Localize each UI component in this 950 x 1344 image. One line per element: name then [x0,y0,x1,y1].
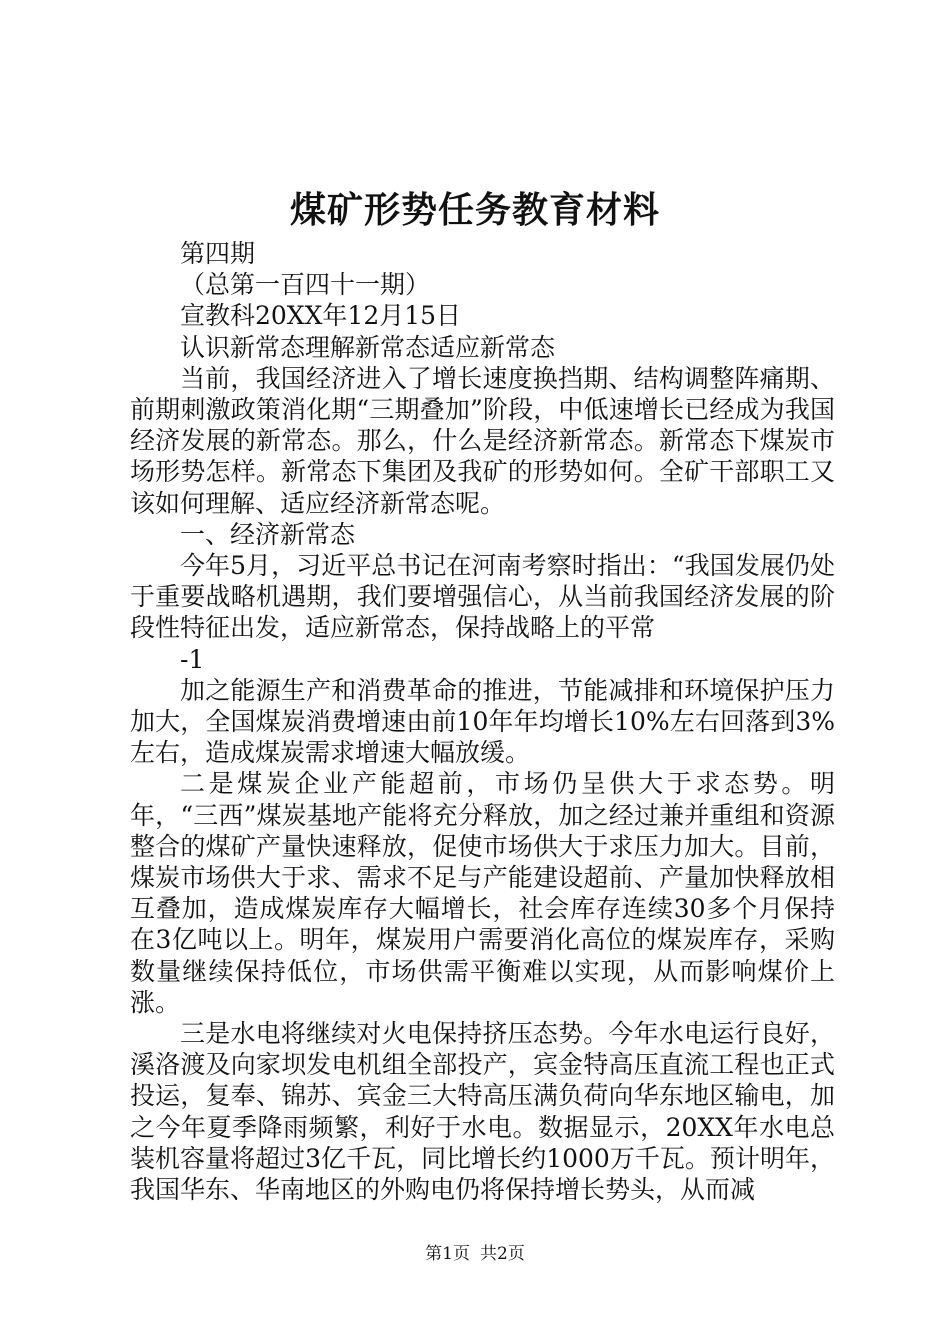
page-break-marker: -1 [180,644,205,674]
document-body [130,238,835,1205]
paragraph: 今年5月，习近平总书记在河南考察时指出：“我国发展仍处于重要战略机遇期，我们要增强信心，从当前我国经济发展的阶段性特征出发，适应新常态，保持战略上的平常 [130,551,835,643]
document-title: 煤矿形势任务教育材料 [289,189,660,231]
paragraph: 三是水电将继续对火电保持挤压态势。今年水电运行良好，溪洛渡及向家坝发电机组全部投产，宾金特高压直流工程也正式投运，复奉、锦苏、宾金三大特高压满负荷向华东地区输电，加之今年夏季降雨频繁，利好于水电。数据显示，20XX年水电总装机容量将超过3亿千瓦，同比增长约1000万千瓦。预计明年，我国华东、华南地区的外购电仍将保持增长势头，从而减 [130,1019,835,1205]
page-total: 共2页 [480,1244,525,1264]
page-footer [0,1242,950,1266]
paragraph: 当前，我国经济进入了增长速度换挡期、结构调整阵痛期、前期刺激政策消化期“三期叠加”阶段，中低速增长已经成为我国经济发展的新常态。那么，什么是经济新常态。新常态下煤炭市场形势怎样。新常态下集团及我矿的形势如何。全矿干部职工又该如何理解、适应经济新常态呢。 [130,363,835,518]
issue-number: 第四期 [180,239,256,268]
paragraph: 二是煤炭企业产能超前，市场仍呈供大于求态势。明年，“三西”煤炭基地产能将充分释放，加之经过兼并重组和资源整合的煤矿产量快速释放，促使市场供大于求压力加大。目前，煤炭市场供大于求、需求不足与产能建设超前、产量加快释放相互叠加，造成煤炭库存大幅增长，社会库存连续30多个月保持在3亿吨以上。明年，煤炭用户需要消化高位的煤炭库存，采购数量继续保持低位，市场供需平衡难以实现，从而影响煤价上涨。 [130,769,835,1017]
subsection-heading: 一、经济新常态 [180,519,356,549]
page-number: 第1页 [425,1244,470,1264]
section-heading: 认识新常态理解新常态适应新常态 [180,332,556,362]
issue-total-number: （总第一百四十一期） [180,270,431,300]
paragraph: 加之能源生产和消费革命的推进，节能减排和环境保护压力加大，全国煤炭消费增速由前10年年均增长10%左右回落到3%左右，造成煤炭需求增速大幅放缓。 [130,675,835,768]
issuer-date-line: 宣教科20XX年12月15日 [180,301,462,331]
